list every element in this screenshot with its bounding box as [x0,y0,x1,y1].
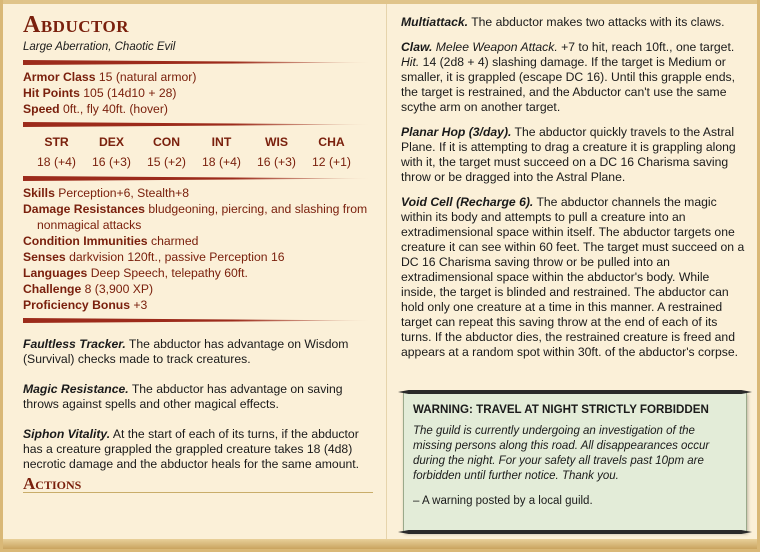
condition-immunities-line [23,233,373,249]
damage-resistances-value: bludgeoning, piercing, and slashing from nonmagical attacks [37,202,368,232]
ability-name: CON [152,135,181,149]
left-column [23,0,373,493]
trait-magic-resistance [23,382,373,412]
monster-name: Abductor [23,12,130,38]
note-signature: – A warning posted by a local guild. [413,495,593,507]
proficiency-bonus-line [23,297,373,313]
armor-class-line [23,69,373,85]
trait-faultless-tracker [23,337,373,367]
armor-class-label: Armor Class [23,70,96,84]
ability-name: INT [211,135,232,149]
section-divider [23,122,373,127]
action-claw [401,40,745,115]
ability-value: 15 (+2) [147,155,186,169]
attack-text: +7 to hit, reach 10ft., one target. [557,40,735,54]
ability-value: 12 (+1) [312,155,351,169]
monster-type: Large Aberration, Chaotic Evil [23,41,176,53]
damage-resistances-label: Damage Resistances [23,202,145,216]
ability-value: 18 (+4) [202,155,241,169]
speed-value: 0ft., fly 40ft. (hover) [62,102,168,116]
trait-name: Siphon Vitality. [23,427,111,441]
trait-siphon-vitality [23,427,373,472]
speed-label: Speed [23,102,60,116]
trait-name: Magic Resistance. [23,382,129,396]
ability-values-row [29,155,359,170]
action-name: Claw. [401,40,433,54]
skills-value: Perception+6, Stealth+8 [58,186,190,200]
proficiency-bonus-label: Proficiency Bonus [23,298,131,312]
damage-resistances-line [23,201,373,233]
action-text: The abductor channels the magic within its body and attempts to pull a creature into an extradimensional space within itself. The abductor targets one creature it can see within 60 feet. The target must succeed on a DC 16 Charisma saving throw or be pulled into an extradimensional space within the abductor's body. While inside, the target is blinded and restrained. The abductor can hold only one creature at a time in this manner. A restrained target can repeat this saving throw at the end of each of its turns. If the abductor dies, the restrained creature is freed and appears at a random spot within 30ft. of the abductor's corpse. [401,195,745,359]
challenge-label: Challenge [23,282,82,296]
languages-value: Deep Speech, telepathy 60ft. [90,266,248,280]
trait-text: The abductor has advantage on saving throws against spells and other magical effects. [23,382,343,411]
condition-immunities-value: charmed [150,234,199,248]
action-name: Multiattack. [401,15,469,29]
hit-text: 14 (2d8 + 4) slashing damage. If the target is Medium or smaller, it is grappled (escape DC 16). Until this grapple ends, the target is restrained, and the Abductor can't use the same scythe arm on another target. [401,55,735,114]
action-name: Planar Hop (3/day). [401,125,512,139]
attack-type: Melee Weapon Attack. [432,40,558,54]
hit-points-label: Hit Points [23,86,80,100]
right-column [401,15,745,370]
languages-label: Languages [23,266,88,280]
section-divider [23,176,373,181]
ability-name: DEX [98,135,125,149]
ability-value: 16 (+3) [257,155,296,169]
ability-value: 16 (+3) [92,155,131,169]
senses-line [23,249,373,265]
hit-points-value: 105 (14d10 + 28) [83,86,177,100]
warning-note [403,392,747,532]
action-void-cell [401,195,745,360]
action-name: Void Cell (Recharge 6). [401,195,534,209]
actions-heading: Actions [23,476,373,493]
skills-line [23,185,373,201]
ability-name: STR [44,135,69,149]
section-divider [23,60,373,65]
action-text: The abductor quickly travels to the Astral Plane. If it is attempting to drag a creature it is grappling along with it, the target must succeed on a DC 16 Charisma saving throw or be dragged into the Astral Plane. [401,125,736,184]
trait-text: The abductor has advantage on Wisdom (Survival) checks made to track creatures. [23,337,349,366]
skills-label: Skills [23,186,55,200]
ability-name: CHA [318,135,345,149]
challenge-line [23,281,373,297]
hit-points-line [23,85,373,101]
senses-value: darkvision 120ft., passive Perception 16 [69,250,285,264]
action-text: The abductor makes two attacks with its claws. [468,15,725,29]
note-body: The guild is currently undergoing an investigation of the missing persons along this road. All disappearances occur during the night. For your safety all travels past 10pm are forbidden until further notice. Thank you. [413,425,710,482]
trait-name: Faultless Tracker. [23,337,126,351]
proficiency-bonus-value: +3 [133,298,148,312]
hit-label: Hit. [401,55,420,69]
section-divider [23,318,373,323]
condition-immunities-label: Condition Immunities [23,234,148,248]
armor-class-value: 15 (natural armor) [98,70,197,84]
ability-name: WIS [264,135,289,149]
action-planar-hop [401,125,745,185]
challenge-value: 8 (3,900 XP) [84,282,154,296]
column-divider [386,4,387,544]
ability-value: 18 (+4) [37,155,76,169]
senses-label: Senses [23,250,66,264]
languages-line [23,265,373,281]
action-multiattack [401,15,745,30]
speed-line [23,101,373,117]
note-title: WARNING: TRAVEL AT NIGHT STRICTLY FORBIDDEN [413,403,709,416]
ability-names-row [29,135,359,150]
trait-text: At the start of each of its turns, if the abductor has a creature grappled the grappled creature takes 18 (4d8) necrotic damage and the abductor heals for the same amount. [23,427,360,471]
